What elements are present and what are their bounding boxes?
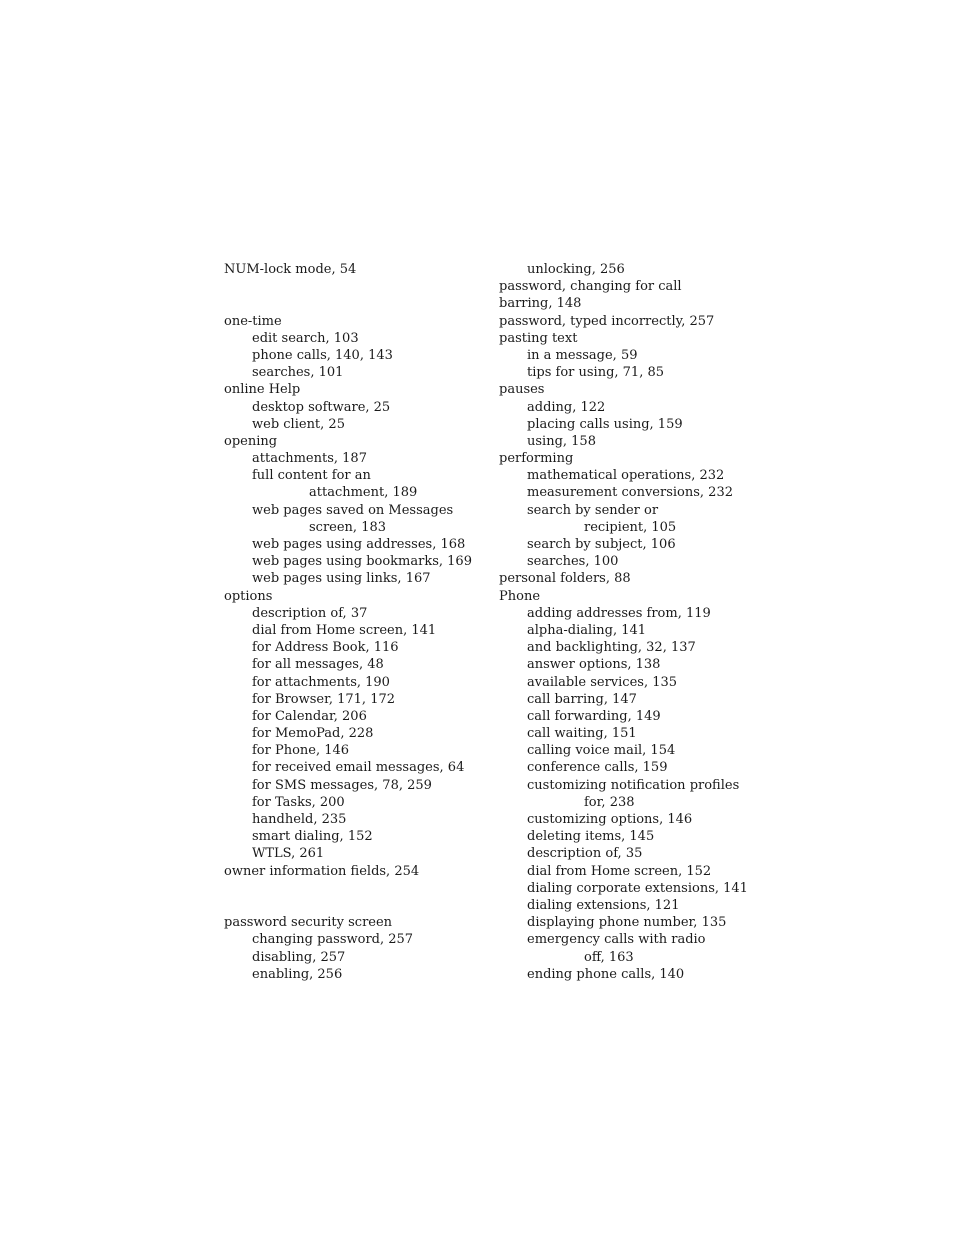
index-sub-entry: enabling, 256 (252, 966, 343, 982)
index-sub-entry: placing calls using, 159 (527, 416, 683, 432)
index-sub-entry: for Address Book, 116 (252, 640, 399, 656)
index-sub-entry: for Phone, 146 (252, 743, 350, 759)
index-sub-entry: web pages saved on Messages (252, 502, 454, 518)
index-main-entry: personal folders, 88 (499, 571, 631, 587)
index-spacer (224, 880, 484, 897)
index-main-entry: password security screen (224, 915, 393, 931)
index-sub-entry: for attachments, 190 (252, 674, 390, 690)
index-sub-entry: WTLS, 261 (252, 846, 325, 862)
index-sub-entry: disabling, 257 (252, 949, 346, 965)
index-sub-entry: searches, 101 (252, 365, 344, 381)
index-sub-entry: customizing options, 146 (527, 812, 693, 827)
index-sub-entry: description of, 35 (527, 846, 643, 862)
index-continuation-line: for, 238 (584, 794, 635, 810)
index-sub-entry: web pages using links, 167 (252, 571, 431, 587)
index-sub-entry: changing password, 257 (252, 932, 414, 948)
index-sub-entry: searches, 100 (527, 554, 619, 570)
index-sub-entry: description of, 37 (252, 605, 368, 621)
index-sub-entry: for all messages, 48 (252, 657, 384, 673)
index-main-entry: pasting text (499, 330, 578, 346)
index-sub-entry: call forwarding, 149 (527, 708, 661, 724)
index-sub-entry: available services, 135 (527, 674, 678, 690)
index-sub-entry: emergency calls with radio (527, 932, 706, 948)
index-sub-entry: in a message, 59 (527, 347, 638, 363)
index-continuation-line: recipient, 105 (584, 519, 677, 535)
index-sub-entry: for Browser, 171, 172 (252, 691, 396, 707)
index-sub-entry: smart dialing, 152 (252, 829, 373, 845)
index-column-left (224, 261, 484, 983)
index-sub-entry: alpha-dialing, 141 (527, 622, 647, 638)
index-sub-entry: dial from Home screen, 141 (252, 622, 437, 638)
index-sub-entry: displaying phone number, 135 (527, 915, 727, 931)
index-sub-entry: attachments, 187 (252, 451, 367, 467)
index-sub-entry: edit search, 103 (252, 330, 359, 346)
index-sub-entry: search by sender or (527, 502, 659, 518)
index-sub-entry: phone calls, 140, 143 (252, 347, 393, 363)
index-sub-entry: measurement conversions, 232 (527, 485, 733, 501)
index-sub-entry: adding, 122 (527, 399, 606, 415)
index-sub-entry: ending phone calls, 140 (527, 966, 685, 982)
index-sub-entry: calling voice mail, 154 (527, 743, 676, 759)
index-sub-entry: web pages using bookmarks, 169 (252, 554, 472, 570)
index-column-right (499, 261, 759, 983)
index-sub-entry: for MemoPad, 228 (252, 726, 374, 742)
index-main-entry: password, typed incorrectly, 257 (499, 313, 715, 329)
index-sub-entry: dialing corporate extensions, 141 (527, 880, 748, 896)
index-sub-entry: search by subject, 106 (527, 537, 676, 552)
index-sub-entry: using, 158 (527, 433, 596, 449)
index-sub-entry: desktop software, 25 (252, 399, 391, 415)
index-main-entry: options (224, 588, 273, 604)
index-sub-entry: tips for using, 71, 85 (527, 365, 665, 381)
index-sub-entry: for Calendar, 206 (252, 708, 367, 724)
index-sub-entry: for SMS messages, 78, 259 (252, 777, 432, 793)
index-sub-entry: web client, 25 (252, 416, 345, 432)
index-spacer (224, 295, 484, 312)
index-sub-entry: conference calls, 159 (527, 760, 668, 776)
index-sub-entry: dialing extensions, 121 (527, 897, 680, 913)
index-spacer (224, 278, 484, 295)
index-sub-entry: for Tasks, 200 (252, 794, 345, 810)
index-main-entry: password, changing for call (499, 279, 682, 295)
index-spacer (224, 897, 484, 914)
index-main-entry: barring, 148 (499, 296, 582, 312)
index-main-entry: owner information fields, 254 (224, 863, 420, 879)
index-sub-entry: call barring, 147 (527, 691, 637, 707)
index-continuation-line: screen, 183 (309, 519, 387, 535)
index-sub-entry: unlocking, 256 (527, 262, 625, 277)
index-main-entry: opening (224, 433, 278, 449)
index-main-entry: performing (499, 451, 574, 467)
index-sub-entry: deleting items, 145 (527, 829, 655, 845)
index-sub-entry: and backlighting, 32, 137 (527, 640, 696, 656)
index-sub-entry: answer options, 138 (527, 657, 661, 673)
index-sub-entry: for received email messages, 64 (252, 760, 465, 776)
index-main-entry: one-time (224, 313, 282, 329)
index-sub-entry: full content for an (252, 468, 371, 484)
index-main-entry: pauses (499, 382, 545, 398)
index-sub-entry: dial from Home screen, 152 (527, 863, 712, 879)
index-main-entry: Phone (499, 588, 541, 604)
index-sub-entry: call waiting, 151 (527, 726, 637, 742)
index-sub-entry: mathematical operations, 232 (527, 468, 725, 484)
index-sub-entry: adding addresses from, 119 (527, 605, 711, 621)
index-main-entry: online Help (224, 382, 301, 398)
index-continuation-line: attachment, 189 (309, 485, 418, 501)
index-main-entry: NUM-lock mode, 54 (224, 262, 357, 277)
index-sub-entry: customizing notification profiles (527, 777, 740, 793)
index-sub-entry: web pages using addresses, 168 (252, 537, 466, 552)
index-continuation-line: off, 163 (584, 949, 634, 965)
index-sub-entry: handheld, 235 (252, 812, 347, 827)
